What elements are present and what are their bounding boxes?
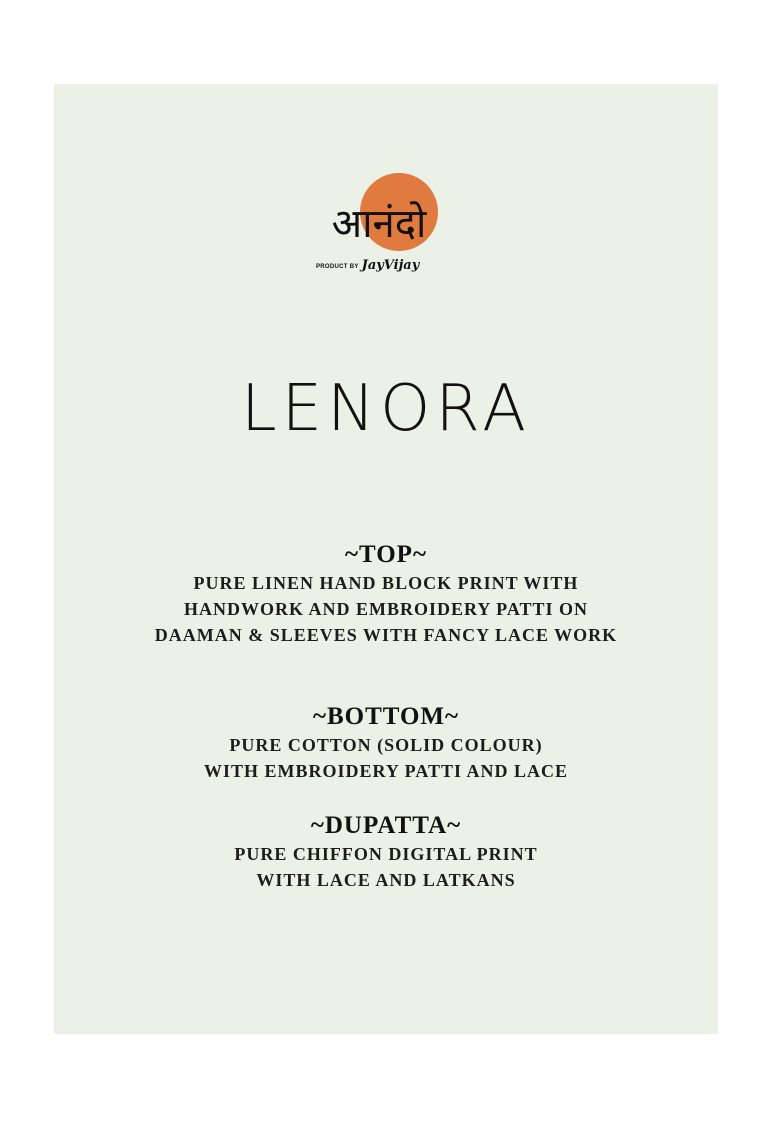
section-line: WITH LACE AND LATKANS <box>256 870 516 890</box>
section-line: PURE LINEN HAND BLOCK PRINT WITH <box>193 573 579 593</box>
section-heading: ~BOTTOM~ <box>312 703 460 730</box>
collection-title: LENORA <box>241 372 531 446</box>
product-by-label: PRODUCT BY <box>316 264 359 270</box>
section-heading: ~TOP~ <box>345 541 427 568</box>
brand-name: JayVijay <box>361 258 420 273</box>
section-line: PURE CHIFFON DIGITAL PRINT <box>234 844 538 864</box>
logo-wordmark: आनंदो <box>331 201 427 247</box>
logo-product-by <box>316 258 446 273</box>
section-line: WITH EMBROIDERY PATTI AND LACE <box>203 761 569 781</box>
section-line: HANDWORK AND EMBROIDERY PATTI ON <box>183 599 589 619</box>
section-line: DAAMAN & SLEEVES WITH FANCY LACE WORK <box>154 625 618 645</box>
section-bottom <box>54 702 718 784</box>
section-line: PURE COTTON (SOLID COLOUR) <box>229 735 543 755</box>
section-heading: ~DUPATTA~ <box>310 812 462 839</box>
brand-logo <box>54 172 718 282</box>
section-top <box>54 540 718 648</box>
catalog-card <box>54 84 718 1034</box>
section-dupatta <box>54 811 718 893</box>
